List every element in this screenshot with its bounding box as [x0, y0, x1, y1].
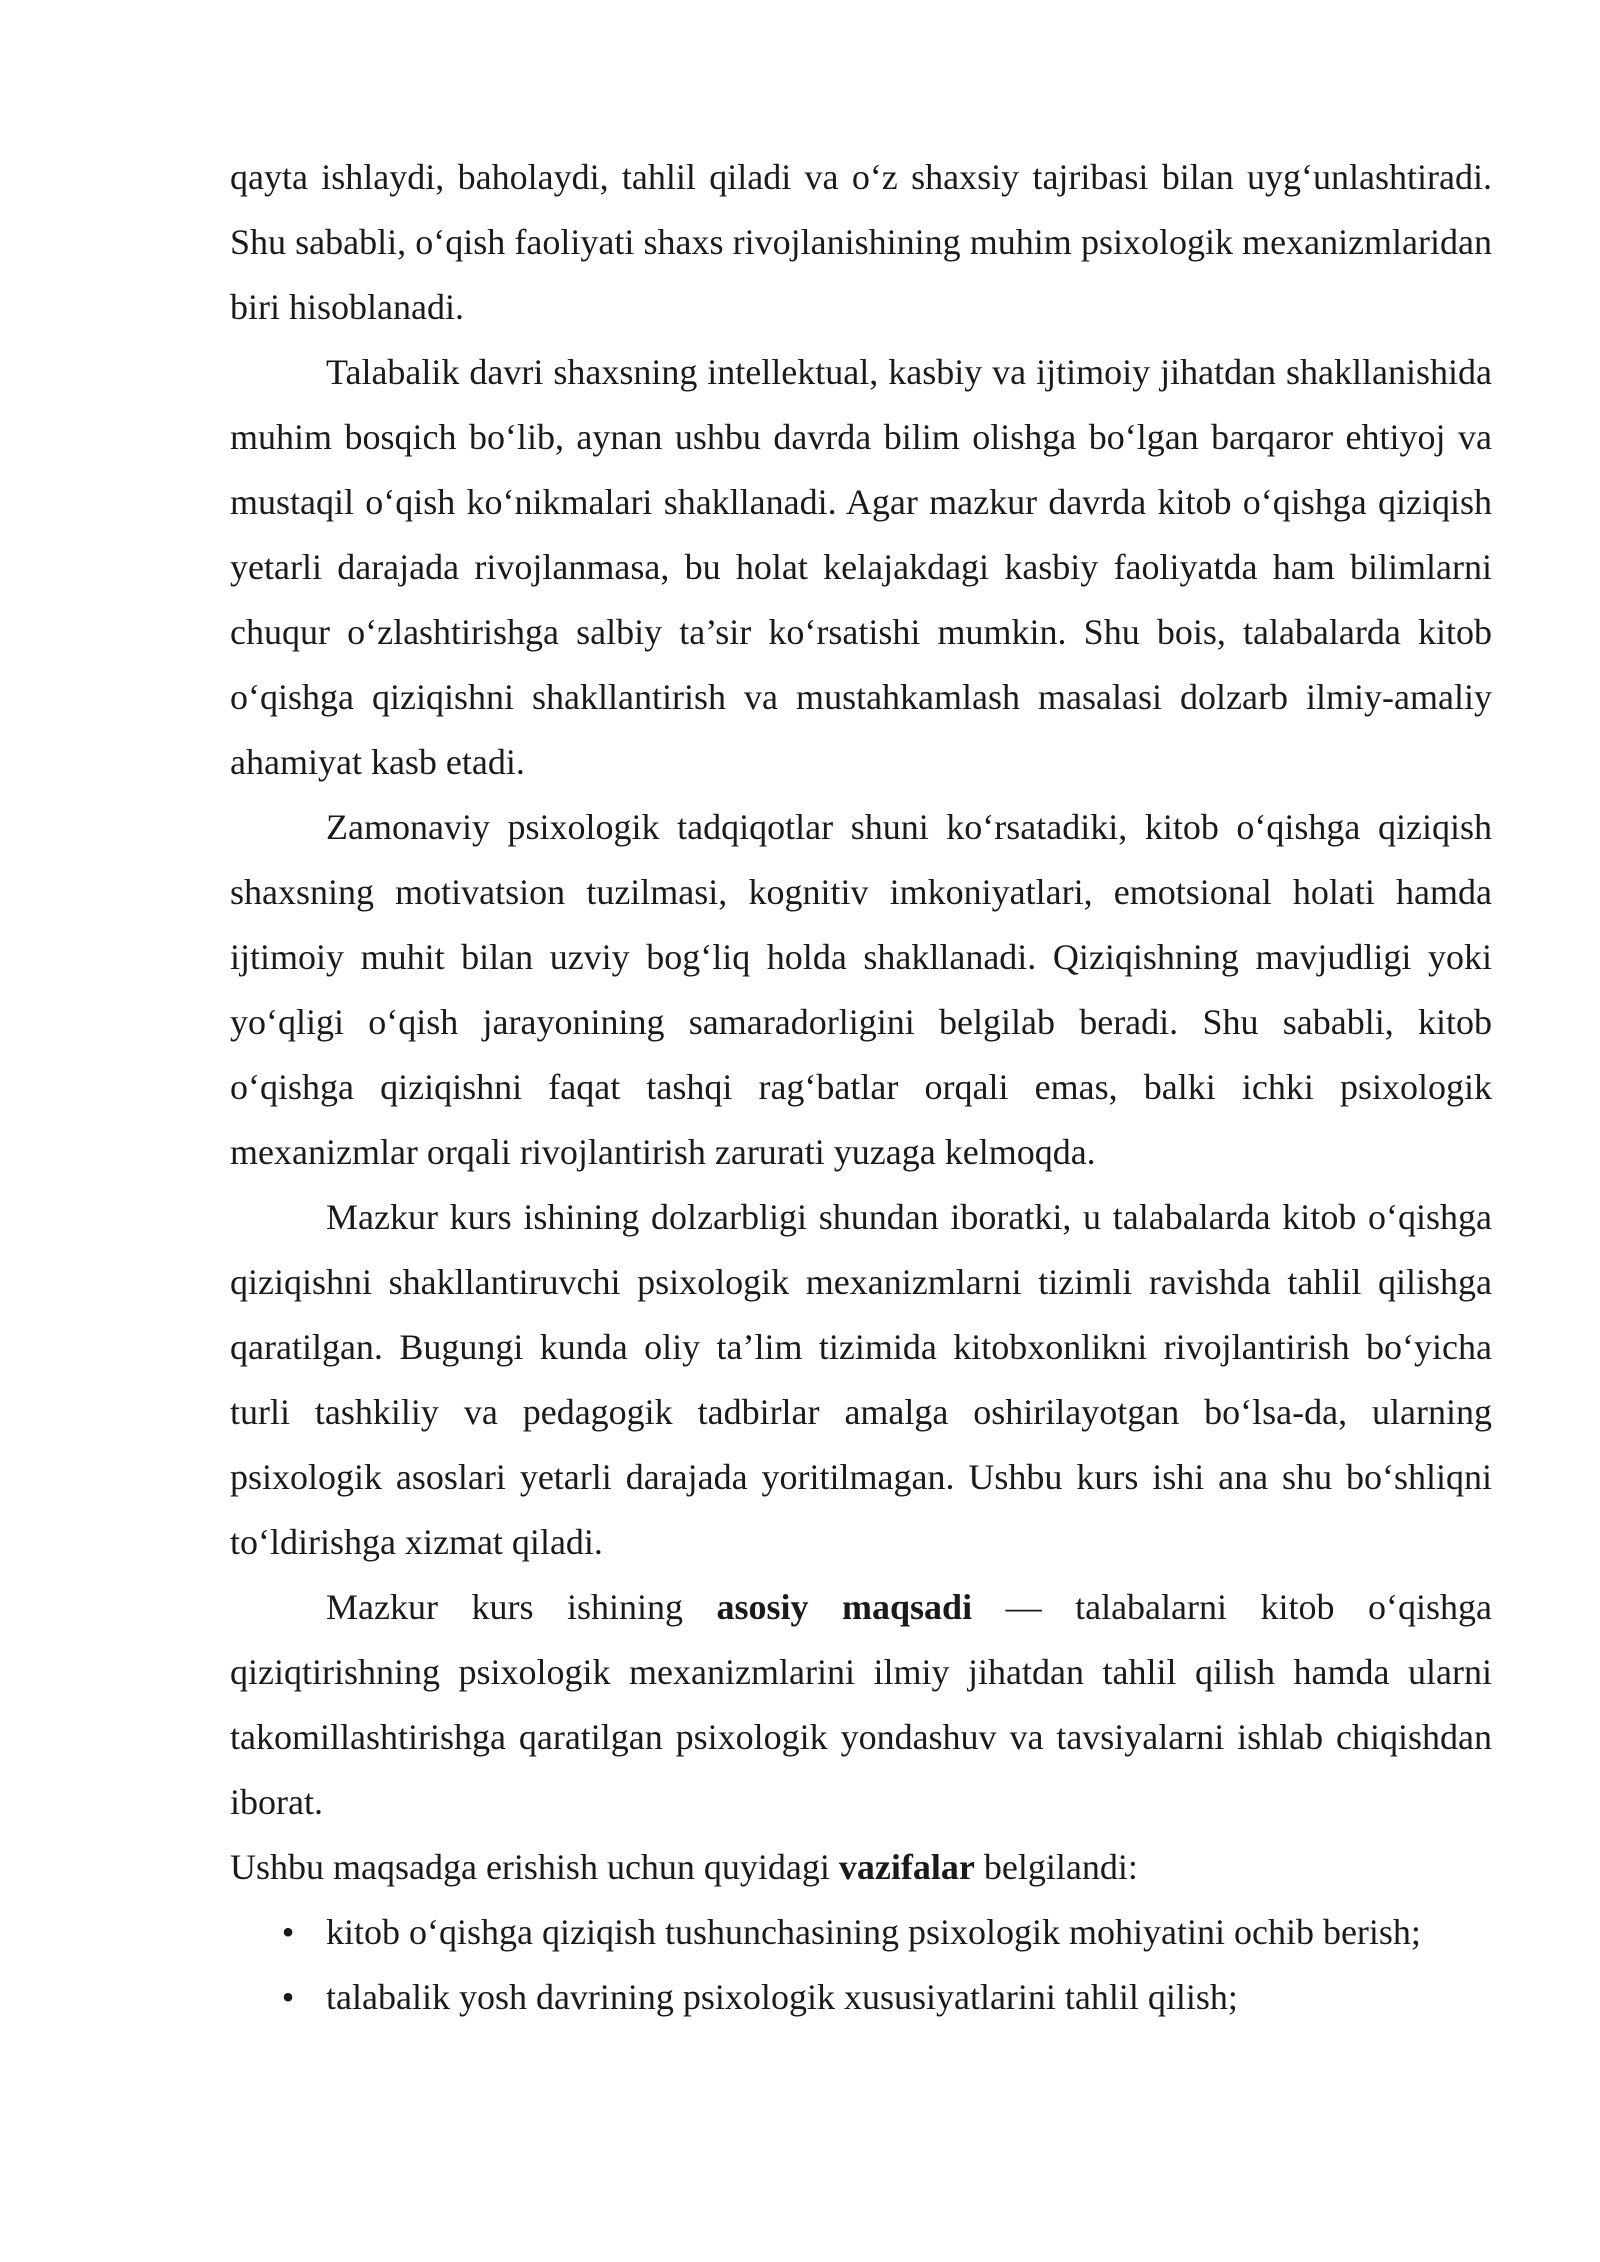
- goal-text-before: Mazkur kurs ishining: [326, 1587, 717, 1627]
- tasks-intro-before: Ushbu maqsadga erishish uchun quyidagi: [230, 1847, 839, 1887]
- tasks-list: [230, 1900, 1492, 2030]
- paragraph-main-goal: [230, 1575, 1492, 1835]
- list-item-text: talabalik yosh davrining psixologik xususiyatlarini tahlil qilish;: [326, 1977, 1238, 2017]
- list-item: [230, 1900, 1492, 1965]
- bullet-icon: •: [281, 1977, 295, 2017]
- paragraph-continuation: qayta ishlaydi, baholaydi, tahlil qiladi va o‘z shaxsiy tajribasi bilan uyg‘unlashtiradi. Shu sababli, o‘qish faoliyati shaxs rivojlanishining muhim psixologik mexanizmlaridan biri hisoblanadi.: [230, 157, 1492, 327]
- paragraph-tasks-intro: [230, 1835, 1492, 1900]
- goal-bold-term: asosiy maqsadi: [716, 1587, 973, 1627]
- tasks-intro-after: belgilandi:: [974, 1847, 1138, 1887]
- bullet-icon: •: [281, 1912, 295, 1952]
- list-item: [230, 1965, 1492, 2030]
- tasks-bold-term: vazifalar: [838, 1847, 975, 1887]
- paragraph-relevance: Mazkur kurs ishining dolzarbligi shundan iboratki, u talabalarda kitob o‘qishga qiziqishni shakllantiruvchi psixologik mexanizmlarni tizimli ravishda tahlil qilishga qaratilgan. Bugungi kunda oliy ta’lim tizimida kitobxonlikni rivojlantirish bo‘yicha turli tashkiliy va pedagogik tadbirlar amalga oshirilayotgan bo‘lsa-da, ularning psixologik asoslari yetarli darajada yoritilmagan. Ushbu kurs ishi ana shu bo‘shliqni to‘ldirishga xizmat qiladi.: [230, 1197, 1492, 1562]
- goal-text-after: — talabalarni kitob o‘qishga qiziqtirishning psixologik mexanizmlarini ilmiy jihatdan tahlil qilish hamda ularni takomillashtirishga qaratilgan psixologik yondashuv va tavsiyalarni ishlab chiqishdan iborat.: [230, 1587, 1492, 1822]
- paragraph-student-period: Talabalik davri shaxsning intellektual, kasbiy va ijtimoiy jihatdan shakllanishida muhim bosqich bo‘lib, aynan ushbu davrda bilim olishga bo‘lgan barqaror ehtiyoj va mustaqil o‘qish ko‘nikmalari shakllanadi. Agar mazkur davrda kitob o‘qishga qiziqish yetarli darajada rivojlanmasa, bu holat kelajakdagi kasbiy faoliyatda ham bilimlarni chuqur o‘zlashtirishga salbiy ta’sir ko‘rsatishi mumkin. Shu bois, talabalarda kitob o‘qishga qiziqishni shakllantirish va mustahkamlash masalasi dolzarb ilmiy-amaliy ahamiyat kasb etadi.: [230, 352, 1492, 782]
- paragraph-modern-research: Zamonaviy psixologik tadqiqotlar shuni ko‘rsatadiki, kitob o‘qishga qiziqish shaxsning motivatsion tuzilmasi, kognitiv imkoniyatlari, emotsional holati hamda ijtimoiy muhit bilan uzviy bog‘liq holda shakllanadi. Qiziqishning mavjudligi yoki yo‘qligi o‘qish jarayonining samaradorligini belgilab beradi. Shu sababli, kitob o‘qishga qiziqishni faqat tashqi rag‘batlar orqali emas, balki ichki psixologik mexanizmlar orqali rivojlantirish zarurati yuzaga kelmoqda.: [230, 807, 1492, 1172]
- document-page: [230, 145, 1492, 2030]
- list-item-text: kitob o‘qishga qiziqish tushunchasining psixologik mohiyatini ochib berish;: [326, 1912, 1421, 1952]
